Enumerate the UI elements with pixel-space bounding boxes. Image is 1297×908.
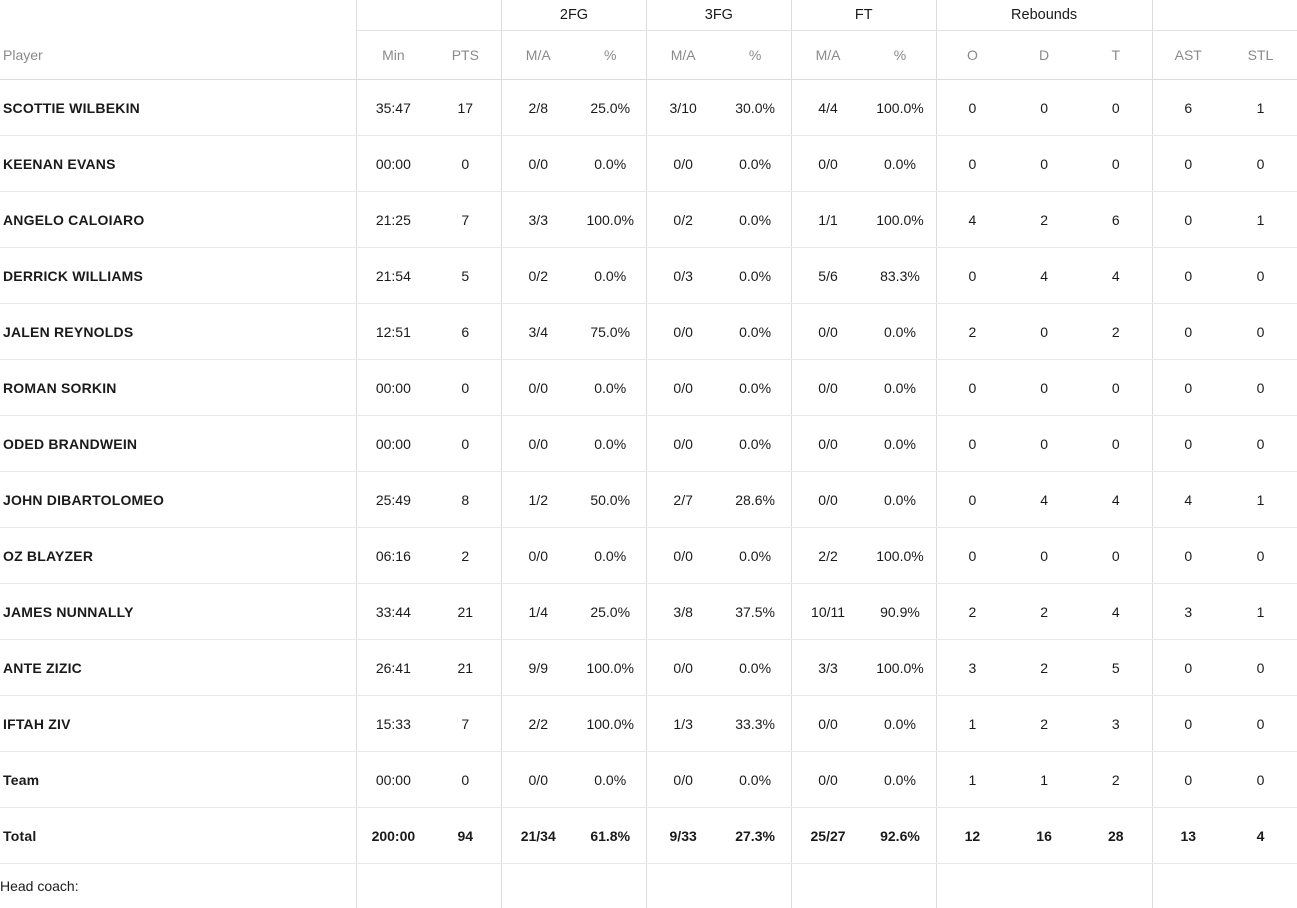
stat-2fg-pct: 75.0%: [574, 304, 646, 360]
stat-3fg-ma: 0/0: [646, 640, 719, 696]
stat-3fg-ma: 0/2: [646, 192, 719, 248]
stat-stl: 0: [1224, 640, 1297, 696]
stat-2fg-pct: 25.0%: [574, 584, 646, 640]
stat-min: 00:00: [357, 416, 430, 472]
stat-3fg-ma: 0/0: [646, 136, 719, 192]
player-name: ANTE ZIZIC: [0, 640, 357, 696]
stat-ft-ma: 2/2: [791, 528, 864, 584]
stat-3fg-pct: 0.0%: [719, 416, 791, 472]
stat-2fg-ma: 1/2: [502, 472, 575, 528]
stat-stl: 0: [1224, 360, 1297, 416]
stat-3fg-ma: 3/8: [646, 584, 719, 640]
stat-2fg-pct: 100.0%: [574, 640, 646, 696]
stat-3fg-pct: 0.0%: [719, 136, 791, 192]
stat-min: 25:49: [357, 472, 430, 528]
stat-3fg-pct: 37.5%: [719, 584, 791, 640]
table-row[interactable]: [0, 304, 1297, 360]
stat-oreb: 0: [936, 528, 1008, 584]
stat-treb: 0: [1080, 80, 1152, 136]
stat-2fg-pct: 61.8%: [574, 808, 646, 864]
stat-3fg-ma: 3/10: [646, 80, 719, 136]
player-name: JOHN DIBARTOLOMEO: [0, 472, 357, 528]
stat-ft-pct: 0.0%: [864, 304, 936, 360]
stat-2fg-pct: 0.0%: [574, 416, 646, 472]
player-name: JAMES NUNNALLY: [0, 584, 357, 640]
stat-ast: 3: [1152, 584, 1224, 640]
stat-oreb: 2: [936, 304, 1008, 360]
stat-oreb: 0: [936, 80, 1008, 136]
player-name: ROMAN SORKIN: [0, 360, 357, 416]
head-coach-row: [0, 864, 1297, 908]
stat-3fg-pct: 28.6%: [719, 472, 791, 528]
table-row[interactable]: [0, 528, 1297, 584]
stat-ast: 6: [1152, 80, 1224, 136]
group-header-row: [0, 0, 1297, 31]
stat-ft-pct: 83.3%: [864, 248, 936, 304]
stat-min: 15:33: [357, 696, 430, 752]
stat-dreb: 4: [1008, 248, 1080, 304]
stat-oreb: 0: [936, 360, 1008, 416]
stat-dreb: 0: [1008, 80, 1080, 136]
stat-stl: 1: [1224, 192, 1297, 248]
stat-oreb: 0: [936, 248, 1008, 304]
stat-2fg-ma: 0/0: [502, 136, 575, 192]
row-label-total: Total: [0, 808, 357, 864]
stat-2fg-pct: 0.0%: [574, 360, 646, 416]
stat-2fg-ma: 9/9: [502, 640, 575, 696]
stat-2fg-pct: 0.0%: [574, 528, 646, 584]
stat-ft-pct: 90.9%: [864, 584, 936, 640]
stat-ast: 0: [1152, 696, 1224, 752]
stat-2fg-ma: 0/0: [502, 360, 575, 416]
stat-dreb: 2: [1008, 696, 1080, 752]
stat-3fg-ma: 1/3: [646, 696, 719, 752]
head-coach-spacer-1: [357, 864, 502, 908]
table-row[interactable]: [0, 696, 1297, 752]
stat-treb: 4: [1080, 248, 1152, 304]
stat-2fg-ma: 0/2: [502, 248, 575, 304]
stat-dreb: 16: [1008, 808, 1080, 864]
column-header-ast[interactable]: AST: [1152, 31, 1224, 80]
stat-ft-ma: 0/0: [791, 360, 864, 416]
stat-dreb: 0: [1008, 528, 1080, 584]
stat-ft-pct: 100.0%: [864, 640, 936, 696]
stat-min: 21:54: [357, 248, 430, 304]
stat-dreb: 2: [1008, 640, 1080, 696]
head-coach-spacer-5: [936, 864, 1152, 908]
stat-ast: 4: [1152, 472, 1224, 528]
column-header-stl[interactable]: STL: [1224, 31, 1297, 80]
stat-ft-ma: 0/0: [791, 752, 864, 808]
stat-dreb: 1: [1008, 752, 1080, 808]
stat-pts: 0: [430, 360, 502, 416]
stat-2fg-pct: 50.0%: [574, 472, 646, 528]
stat-treb: 0: [1080, 528, 1152, 584]
column-header-ft-ma[interactable]: M/A: [791, 31, 864, 80]
stat-stl: 0: [1224, 752, 1297, 808]
column-header-dreb[interactable]: D: [1008, 31, 1080, 80]
stat-2fg-ma: 3/4: [502, 304, 575, 360]
head-coach-spacer-6: [1152, 864, 1297, 908]
stat-pts: 6: [430, 304, 502, 360]
player-name: KEENAN EVANS: [0, 136, 357, 192]
head-coach-label: Head coach:: [0, 864, 357, 908]
stat-min: 00:00: [357, 752, 430, 808]
stat-2fg-ma: 2/2: [502, 696, 575, 752]
stat-treb: 0: [1080, 136, 1152, 192]
stat-stl: 0: [1224, 696, 1297, 752]
stat-ast: 0: [1152, 136, 1224, 192]
table-row[interactable]: [0, 360, 1297, 416]
stat-oreb: 4: [936, 192, 1008, 248]
player-name: IFTAH ZIV: [0, 696, 357, 752]
stat-pts: 5: [430, 248, 502, 304]
table-row[interactable]: [0, 80, 1297, 136]
stat-ft-ma: 10/11: [791, 584, 864, 640]
column-header-2fg-pct[interactable]: %: [574, 31, 646, 80]
stat-2fg-pct: 25.0%: [574, 80, 646, 136]
stat-ft-ma: 1/1: [791, 192, 864, 248]
stat-ft-pct: 0.0%: [864, 752, 936, 808]
stat-ft-pct: 100.0%: [864, 528, 936, 584]
stat-ft-pct: 100.0%: [864, 80, 936, 136]
stat-ft-ma: 0/0: [791, 136, 864, 192]
stat-dreb: 0: [1008, 416, 1080, 472]
stat-pts: 21: [430, 584, 502, 640]
stat-min: 26:41: [357, 640, 430, 696]
column-header-3fg-ma[interactable]: M/A: [646, 31, 719, 80]
table-row-total: [0, 808, 1297, 864]
stat-oreb: 0: [936, 472, 1008, 528]
stat-treb: 2: [1080, 752, 1152, 808]
stat-dreb: 2: [1008, 584, 1080, 640]
stat-2fg-pct: 0.0%: [574, 248, 646, 304]
stat-ast: 0: [1152, 640, 1224, 696]
stat-pts: 8: [430, 472, 502, 528]
player-name: ANGELO CALOIARO: [0, 192, 357, 248]
stat-2fg-ma: 0/0: [502, 528, 575, 584]
stat-2fg-pct: 0.0%: [574, 752, 646, 808]
stat-ft-ma: 0/0: [791, 416, 864, 472]
stat-min: 00:00: [357, 360, 430, 416]
table-row[interactable]: [0, 248, 1297, 304]
head-coach-spacer-2: [502, 864, 647, 908]
stat-3fg-pct: 0.0%: [719, 528, 791, 584]
stat-treb: 28: [1080, 808, 1152, 864]
group-header-ft: FT: [791, 0, 936, 31]
stat-ast: 0: [1152, 416, 1224, 472]
stat-treb: 4: [1080, 472, 1152, 528]
table-row[interactable]: [0, 192, 1297, 248]
stat-min: 33:44: [357, 584, 430, 640]
stat-oreb: 3: [936, 640, 1008, 696]
stat-treb: 2: [1080, 304, 1152, 360]
stat-2fg-pct: 0.0%: [574, 136, 646, 192]
group-header-3fg: 3FG: [646, 0, 791, 31]
stat-2fg-ma: 0/0: [502, 416, 575, 472]
column-header-oreb[interactable]: O: [936, 31, 1008, 80]
stat-ast: 0: [1152, 528, 1224, 584]
stat-pts: 17: [430, 80, 502, 136]
stat-pts: 7: [430, 192, 502, 248]
stat-2fg-ma: 1/4: [502, 584, 575, 640]
stat-stl: 0: [1224, 248, 1297, 304]
stat-treb: 3: [1080, 696, 1152, 752]
stat-oreb: 1: [936, 696, 1008, 752]
stat-dreb: 0: [1008, 136, 1080, 192]
player-name: SCOTTIE WILBEKIN: [0, 80, 357, 136]
stat-min: 200:00: [357, 808, 430, 864]
stat-dreb: 0: [1008, 360, 1080, 416]
stat-dreb: 0: [1008, 304, 1080, 360]
stat-ft-ma: 3/3: [791, 640, 864, 696]
stat-3fg-pct: 0.0%: [719, 752, 791, 808]
player-name: JALEN REYNOLDS: [0, 304, 357, 360]
stat-3fg-pct: 0.0%: [719, 248, 791, 304]
column-header-min[interactable]: Min: [357, 31, 430, 80]
stat-oreb: 12: [936, 808, 1008, 864]
group-header-rebounds: Rebounds: [936, 0, 1152, 31]
row-label-team: Team: [0, 752, 357, 808]
group-header-2fg: 2FG: [502, 0, 647, 31]
column-header-2fg-ma[interactable]: M/A: [502, 31, 575, 80]
column-header-row: [0, 31, 1297, 80]
stat-3fg-pct: 33.3%: [719, 696, 791, 752]
stat-ft-pct: 92.6%: [864, 808, 936, 864]
stat-treb: 5: [1080, 640, 1152, 696]
stat-ft-ma: 25/27: [791, 808, 864, 864]
stat-ft-pct: 0.0%: [864, 416, 936, 472]
stat-pts: 21: [430, 640, 502, 696]
stat-3fg-ma: 2/7: [646, 472, 719, 528]
stat-2fg-ma: 21/34: [502, 808, 575, 864]
stat-3fg-pct: 30.0%: [719, 80, 791, 136]
table-row[interactable]: [0, 472, 1297, 528]
stat-3fg-pct: 0.0%: [719, 304, 791, 360]
stat-3fg-pct: 27.3%: [719, 808, 791, 864]
table-row[interactable]: [0, 416, 1297, 472]
stat-2fg-ma: 0/0: [502, 752, 575, 808]
stat-3fg-ma: 0/0: [646, 360, 719, 416]
column-header-pts[interactable]: PTS: [430, 31, 502, 80]
stat-3fg-ma: 0/0: [646, 752, 719, 808]
stat-ft-pct: 0.0%: [864, 360, 936, 416]
group-header-blank3: [1152, 0, 1297, 31]
stat-min: 00:00: [357, 136, 430, 192]
stat-stl: 4: [1224, 808, 1297, 864]
stat-ft-pct: 0.0%: [864, 472, 936, 528]
stat-min: 12:51: [357, 304, 430, 360]
player-name: ODED BRANDWEIN: [0, 416, 357, 472]
stat-treb: 0: [1080, 416, 1152, 472]
column-header-treb[interactable]: T: [1080, 31, 1152, 80]
stat-pts: 0: [430, 416, 502, 472]
column-header-player[interactable]: Player: [0, 31, 357, 80]
stat-stl: 1: [1224, 584, 1297, 640]
player-name: DERRICK WILLIAMS: [0, 248, 357, 304]
head-coach-spacer-4: [791, 864, 936, 908]
table-row[interactable]: [0, 640, 1297, 696]
stat-dreb: 4: [1008, 472, 1080, 528]
stat-ast: 0: [1152, 360, 1224, 416]
column-header-3fg-pct[interactable]: %: [719, 31, 791, 80]
stat-ast: 0: [1152, 304, 1224, 360]
stat-ft-pct: 0.0%: [864, 136, 936, 192]
stat-oreb: 0: [936, 136, 1008, 192]
stat-3fg-ma: 9/33: [646, 808, 719, 864]
stat-3fg-ma: 0/0: [646, 416, 719, 472]
stat-stl: 1: [1224, 472, 1297, 528]
stat-ft-ma: 0/0: [791, 696, 864, 752]
stat-ft-pct: 100.0%: [864, 192, 936, 248]
stat-treb: 0: [1080, 360, 1152, 416]
table-row-team: [0, 752, 1297, 808]
stat-pts: 94: [430, 808, 502, 864]
column-header-ft-pct[interactable]: %: [864, 31, 936, 80]
stat-ast: 13: [1152, 808, 1224, 864]
stat-2fg-ma: 3/3: [502, 192, 575, 248]
stat-oreb: 2: [936, 584, 1008, 640]
stat-min: 06:16: [357, 528, 430, 584]
stat-2fg-ma: 2/8: [502, 80, 575, 136]
stat-ft-ma: 4/4: [791, 80, 864, 136]
stat-pts: 0: [430, 752, 502, 808]
stat-stl: 0: [1224, 136, 1297, 192]
stat-stl: 1: [1224, 80, 1297, 136]
head-coach-spacer-3: [646, 864, 791, 908]
stat-treb: 6: [1080, 192, 1152, 248]
stat-3fg-ma: 0/0: [646, 304, 719, 360]
stat-pts: 0: [430, 136, 502, 192]
stat-min: 21:25: [357, 192, 430, 248]
stat-ft-ma: 5/6: [791, 248, 864, 304]
stat-3fg-ma: 0/3: [646, 248, 719, 304]
stat-3fg-ma: 0/0: [646, 528, 719, 584]
stat-stl: 0: [1224, 528, 1297, 584]
stat-oreb: 1: [936, 752, 1008, 808]
table-row[interactable]: [0, 136, 1297, 192]
stat-pts: 7: [430, 696, 502, 752]
stat-2fg-pct: 100.0%: [574, 192, 646, 248]
stat-ast: 0: [1152, 752, 1224, 808]
stat-treb: 4: [1080, 584, 1152, 640]
player-name: OZ BLAYZER: [0, 528, 357, 584]
stat-pts: 2: [430, 528, 502, 584]
table-row[interactable]: [0, 584, 1297, 640]
stat-2fg-pct: 100.0%: [574, 696, 646, 752]
stat-oreb: 0: [936, 416, 1008, 472]
group-header-blank: [0, 0, 357, 31]
stat-stl: 0: [1224, 304, 1297, 360]
stat-dreb: 2: [1008, 192, 1080, 248]
stat-ft-pct: 0.0%: [864, 696, 936, 752]
stat-ast: 0: [1152, 248, 1224, 304]
stat-3fg-pct: 0.0%: [719, 192, 791, 248]
group-header-blank2: [357, 0, 502, 31]
stat-ft-ma: 0/0: [791, 472, 864, 528]
stat-min: 35:47: [357, 80, 430, 136]
stat-3fg-pct: 0.0%: [719, 360, 791, 416]
stat-ast: 0: [1152, 192, 1224, 248]
stat-stl: 0: [1224, 416, 1297, 472]
stat-ft-ma: 0/0: [791, 304, 864, 360]
stat-3fg-pct: 0.0%: [719, 640, 791, 696]
